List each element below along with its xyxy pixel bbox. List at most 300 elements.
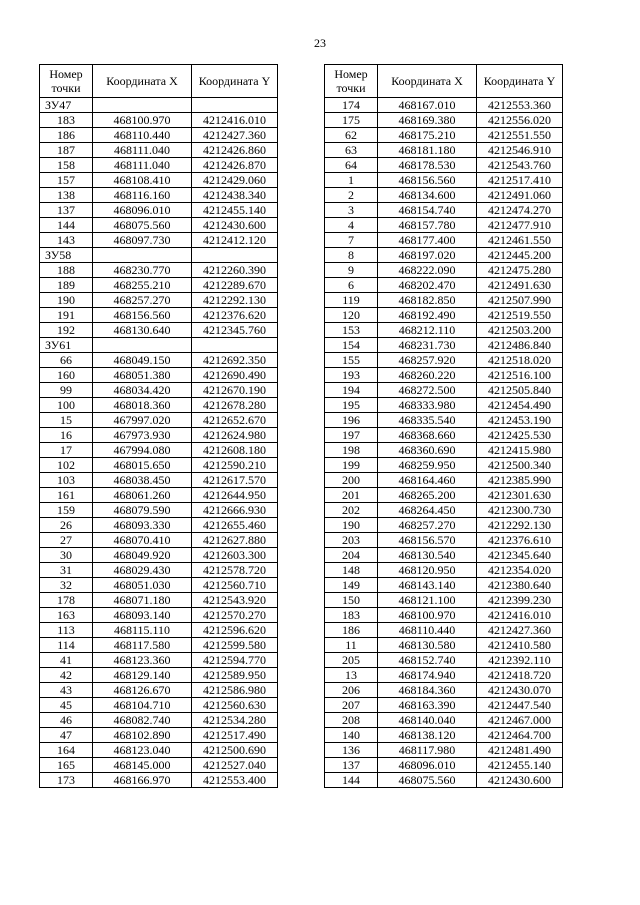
empty-cell [192,248,278,263]
coordinate-x-cell: 468272.500 [378,383,477,398]
coordinate-y-cell: 4212624.980 [192,428,278,443]
point-number-cell: 120 [325,308,378,323]
coordinate-y-cell: 4212518.020 [477,353,563,368]
coordinate-y-cell: 4212475.280 [477,263,563,278]
table-row [40,698,278,713]
coordinate-x-cell: 468202.470 [378,278,477,293]
point-number-cell: 137 [325,758,378,773]
point-number-cell: 159 [40,503,93,518]
coordinate-x-cell: 467997.020 [93,413,192,428]
coordinate-x-cell: 468070.410 [93,533,192,548]
point-number-cell: 150 [325,593,378,608]
coordinate-x-cell: 468181.180 [378,143,477,158]
coordinate-x-cell: 468082.740 [93,713,192,728]
point-number-cell: 140 [325,728,378,743]
point-number-cell: 138 [40,188,93,203]
point-number-cell: 42 [40,668,93,683]
coordinate-y-cell: 4212474.270 [477,203,563,218]
point-number-cell: 155 [325,353,378,368]
coordinate-x-cell: 468049.150 [93,353,192,368]
coordinate-y-cell: 4212543.760 [477,158,563,173]
table-row [325,443,563,458]
coordinate-y-cell: 4212412.120 [192,233,278,248]
table-row [40,113,278,128]
coordinate-y-cell: 4212578.720 [192,563,278,578]
table-row [325,578,563,593]
table-body-right [325,98,563,788]
coordinate-x-cell: 468115.110 [93,623,192,638]
coordinate-x-cell: 468134.600 [378,188,477,203]
coordinate-y-cell: 4212666.930 [192,503,278,518]
coordinate-y-cell: 4212376.620 [192,308,278,323]
table-row [325,488,563,503]
table-row [325,128,563,143]
coordinate-y-cell: 4212477.910 [477,218,563,233]
point-number-cell: 32 [40,578,93,593]
coordinate-x-cell: 468178.530 [378,158,477,173]
coordinate-y-cell: 4212517.410 [477,173,563,188]
coordinate-y-cell: 4212445.200 [477,248,563,263]
coordinate-x-cell: 468061.260 [93,488,192,503]
coordinate-y-cell: 4212553.360 [477,98,563,113]
coordinate-x-cell: 468182.850 [378,293,477,308]
coordinate-y-cell: 4212655.460 [192,518,278,533]
point-number-cell: 3 [325,203,378,218]
coordinate-x-cell: 468212.110 [378,323,477,338]
coordinate-y-cell: 4212519.550 [477,308,563,323]
table-row [40,308,278,323]
table-row [40,203,278,218]
table-row [325,593,563,608]
table-row [325,773,563,788]
point-number-cell: 144 [325,773,378,788]
coordinate-x-cell: 467973.930 [93,428,192,443]
point-number-cell: 199 [325,458,378,473]
table-row [325,743,563,758]
point-number-cell: 207 [325,698,378,713]
coordinate-x-cell: 468130.540 [378,548,477,563]
point-number-cell: 195 [325,398,378,413]
table-row [40,143,278,158]
coordinate-x-cell: 468174.940 [378,668,477,683]
table-header-row [40,65,278,98]
point-number-cell: 188 [40,263,93,278]
coordinate-y-cell: 4212345.760 [192,323,278,338]
empty-cell [192,338,278,353]
table-row [325,473,563,488]
coordinate-y-cell: 4212426.870 [192,158,278,173]
table-row [40,713,278,728]
coordinate-x-cell: 468360.690 [378,443,477,458]
point-number-cell: 99 [40,383,93,398]
point-number-cell: 192 [40,323,93,338]
coordinate-y-cell: 4212430.070 [477,683,563,698]
coordinate-y-cell: 4212416.010 [477,608,563,623]
coordinate-y-cell: 4212392.110 [477,653,563,668]
table-row [40,728,278,743]
header-coordinate-x: Координата X [93,65,192,98]
coordinate-y-cell: 4212453.190 [477,413,563,428]
point-number-cell: 174 [325,98,378,113]
coordinate-x-cell: 468121.100 [378,593,477,608]
table-row [325,713,563,728]
coordinate-x-cell: 468157.780 [378,218,477,233]
coordinate-y-cell: 4212690.490 [192,368,278,383]
table-row [40,368,278,383]
coordinate-x-cell: 468231.730 [378,338,477,353]
coordinate-x-cell: 468102.890 [93,728,192,743]
table-row [40,233,278,248]
coordinate-y-cell: 4212454.490 [477,398,563,413]
point-number-cell: 161 [40,488,93,503]
point-number-cell: 66 [40,353,93,368]
coordinate-y-cell: 4212425.530 [477,428,563,443]
coordinate-x-cell: 468167.010 [378,98,477,113]
header-coordinate-y: Координата Y [192,65,278,98]
table-row [40,533,278,548]
table-row [40,518,278,533]
coordinate-x-cell: 468152.740 [378,653,477,668]
table-row [325,158,563,173]
coordinate-x-cell: 468051.380 [93,368,192,383]
table-row [40,278,278,293]
coordinate-y-cell: 4212534.280 [192,713,278,728]
coordinate-y-cell: 4212516.100 [477,368,563,383]
table-row [325,563,563,578]
point-number-cell: 205 [325,653,378,668]
point-number-cell: 175 [325,113,378,128]
coordinate-x-cell: 468110.440 [93,128,192,143]
point-number-cell: 31 [40,563,93,578]
coordinate-y-cell: 4212354.020 [477,563,563,578]
coordinate-y-cell: 4212467.000 [477,713,563,728]
coordinate-y-cell: 4212427.360 [477,623,563,638]
coordinate-y-cell: 4212292.130 [192,293,278,308]
table-row [325,758,563,773]
coordinate-y-cell: 4212594.770 [192,653,278,668]
coordinate-y-cell: 4212560.630 [192,698,278,713]
point-number-cell: 17 [40,443,93,458]
land-plot-label: ЗУ47 [40,98,93,113]
header-point-number: Номер точки [40,65,93,98]
table-row [325,98,563,113]
table-row [40,623,278,638]
table-row [325,668,563,683]
point-number-cell: 173 [40,773,93,788]
point-number-cell: 158 [40,158,93,173]
coordinate-x-cell: 468175.210 [378,128,477,143]
coordinate-x-cell: 468029.430 [93,563,192,578]
coordinate-x-cell: 468140.040 [378,713,477,728]
coordinate-x-cell: 468071.180 [93,593,192,608]
coordinate-y-cell: 4212670.190 [192,383,278,398]
empty-cell [93,98,192,113]
point-number-cell: 1 [325,173,378,188]
table-row [325,398,563,413]
coordinate-y-cell: 4212503.200 [477,323,563,338]
coordinate-x-cell: 468018.360 [93,398,192,413]
coordinate-x-cell: 468111.040 [93,143,192,158]
coordinate-x-cell: 468100.970 [378,608,477,623]
coordinate-x-cell: 468143.140 [378,578,477,593]
point-number-cell: 64 [325,158,378,173]
table-row [325,263,563,278]
coordinate-y-cell: 4212292.130 [477,518,563,533]
coordinate-x-cell: 468051.030 [93,578,192,593]
point-number-cell: 136 [325,743,378,758]
coordinate-x-cell: 468130.580 [378,638,477,653]
coordinate-y-cell: 4212546.910 [477,143,563,158]
point-number-cell: 13 [325,668,378,683]
coordinate-x-cell: 468192.490 [378,308,477,323]
coordinate-y-cell: 4212590.210 [192,458,278,473]
coordinate-y-cell: 4212491.630 [477,278,563,293]
table-row [40,548,278,563]
point-number-cell: 7 [325,233,378,248]
table-row [325,113,563,128]
coordinate-x-cell: 468222.090 [378,263,477,278]
coordinate-y-cell: 4212527.040 [192,758,278,773]
table-row [40,608,278,623]
coordinate-y-cell: 4212692.350 [192,353,278,368]
point-number-cell: 8 [325,248,378,263]
coordinate-x-cell: 468116.160 [93,188,192,203]
coordinate-x-cell: 468111.040 [93,158,192,173]
table-row [325,428,563,443]
coordinate-x-cell: 468164.460 [378,473,477,488]
table-row [40,503,278,518]
table-row [325,173,563,188]
table-row [325,683,563,698]
coordinate-x-cell: 468123.360 [93,653,192,668]
coordinate-y-cell: 4212617.570 [192,473,278,488]
table-row [40,383,278,398]
coordinate-x-cell: 468257.270 [378,518,477,533]
coordinate-y-cell: 4212260.390 [192,263,278,278]
coordinate-x-cell: 468108.410 [93,173,192,188]
point-number-cell: 4 [325,218,378,233]
point-number-cell: 186 [40,128,93,143]
coordinate-x-cell: 468368.660 [378,428,477,443]
point-number-cell: 203 [325,533,378,548]
coordinate-y-cell: 4212556.020 [477,113,563,128]
coordinate-x-cell: 468110.440 [378,623,477,638]
coordinate-y-cell: 4212500.340 [477,458,563,473]
table-row [40,683,278,698]
coordinate-x-cell: 468117.580 [93,638,192,653]
point-number-cell: 47 [40,728,93,743]
table-row [325,293,563,308]
point-number-cell: 148 [325,563,378,578]
point-number-cell: 30 [40,548,93,563]
coordinate-x-cell: 468197.020 [378,248,477,263]
coordinate-x-cell: 468177.400 [378,233,477,248]
table-row [325,143,563,158]
header-point-number: Номер точки [325,65,378,98]
point-number-cell: 194 [325,383,378,398]
group-row [40,248,278,263]
coordinate-x-cell: 468257.920 [378,353,477,368]
point-number-cell: 187 [40,143,93,158]
coordinate-x-cell: 468038.450 [93,473,192,488]
point-number-cell: 196 [325,413,378,428]
point-number-cell: 206 [325,683,378,698]
coordinate-x-cell: 468096.010 [378,758,477,773]
coordinate-x-cell: 468117.980 [378,743,477,758]
table-row [40,443,278,458]
table-row [40,128,278,143]
coordinate-y-cell: 4212426.860 [192,143,278,158]
coordinate-x-cell: 468015.650 [93,458,192,473]
empty-cell [192,98,278,113]
point-number-cell: 154 [325,338,378,353]
coordinate-x-cell: 468075.560 [378,773,477,788]
coordinate-x-cell: 468156.560 [378,173,477,188]
point-number-cell: 63 [325,143,378,158]
coordinate-y-cell: 4212608.180 [192,443,278,458]
point-number-cell: 165 [40,758,93,773]
coordinate-y-cell: 4212345.640 [477,548,563,563]
point-number-cell: 208 [325,713,378,728]
point-number-cell: 190 [40,293,93,308]
table-row [325,248,563,263]
table-row [40,293,278,308]
table-row [325,323,563,338]
table-row [40,563,278,578]
coordinate-y-cell: 4212430.600 [477,773,563,788]
table-row [40,653,278,668]
coordinate-x-cell: 468257.270 [93,293,192,308]
coordinate-x-cell: 468129.140 [93,668,192,683]
coordinate-y-cell: 4212481.490 [477,743,563,758]
point-number-cell: 197 [325,428,378,443]
table-row [40,173,278,188]
coordinate-x-cell: 468120.950 [378,563,477,578]
coordinate-y-cell: 4212505.840 [477,383,563,398]
coordinate-x-cell: 468093.140 [93,608,192,623]
table-row [40,638,278,653]
point-number-cell: 183 [40,113,93,128]
table-row [40,593,278,608]
point-number-cell: 183 [325,608,378,623]
land-plot-label: ЗУ58 [40,248,93,263]
coordinate-x-cell: 468034.420 [93,383,192,398]
table-row [325,503,563,518]
coordinate-x-cell: 468104.710 [93,698,192,713]
page-number: 23 [314,36,326,50]
table-row [325,533,563,548]
coordinate-x-cell: 468049.920 [93,548,192,563]
point-number-cell: 143 [40,233,93,248]
table-row [40,488,278,503]
coordinate-x-cell: 468166.970 [93,773,192,788]
coordinate-x-cell: 468100.970 [93,113,192,128]
table-row [40,668,278,683]
point-number-cell: 26 [40,518,93,533]
table-row [40,398,278,413]
coordinate-x-cell: 468093.330 [93,518,192,533]
coordinate-x-cell: 468260.220 [378,368,477,383]
table-row [325,698,563,713]
point-number-cell: 191 [40,308,93,323]
point-number-cell: 41 [40,653,93,668]
point-number-cell: 198 [325,443,378,458]
table-row [325,188,563,203]
table-row [325,623,563,638]
table-row [40,413,278,428]
point-number-cell: 189 [40,278,93,293]
table-header-row [325,65,563,98]
table-row [325,368,563,383]
table-row [325,383,563,398]
coordinate-y-cell: 4212500.690 [192,743,278,758]
point-number-cell: 27 [40,533,93,548]
coordinate-y-cell: 4212300.730 [477,503,563,518]
point-number-cell: 45 [40,698,93,713]
point-number-cell: 46 [40,713,93,728]
point-number-cell: 160 [40,368,93,383]
coordinate-y-cell: 4212430.600 [192,218,278,233]
coordinate-y-cell: 4212543.920 [192,593,278,608]
table-row [325,728,563,743]
table-row [325,653,563,668]
coordinate-y-cell: 4212678.280 [192,398,278,413]
point-number-cell: 204 [325,548,378,563]
coordinate-y-cell: 4212507.990 [477,293,563,308]
table-row [40,323,278,338]
table-row [325,518,563,533]
coordinate-x-cell: 468163.390 [378,698,477,713]
point-number-cell: 163 [40,608,93,623]
coordinate-y-cell: 4212486.840 [477,338,563,353]
table-body-left [40,98,278,788]
table-row [325,608,563,623]
coordinate-y-cell: 4212599.580 [192,638,278,653]
header-coordinate-x: Координата X [378,65,477,98]
coordinate-x-cell: 468130.640 [93,323,192,338]
coordinate-y-cell: 4212551.550 [477,128,563,143]
coordinate-y-cell: 4212385.990 [477,473,563,488]
coordinate-y-cell: 4212455.140 [192,203,278,218]
coordinate-y-cell: 4212644.950 [192,488,278,503]
group-row [40,98,278,113]
coordinate-y-cell: 4212418.720 [477,668,563,683]
table-row [40,773,278,788]
table-row [40,743,278,758]
table-row [325,413,563,428]
coordinate-x-cell: 468079.590 [93,503,192,518]
coordinate-x-cell: 468126.670 [93,683,192,698]
table-row [325,308,563,323]
point-number-cell: 16 [40,428,93,443]
coordinate-y-cell: 4212570.270 [192,608,278,623]
coordinate-y-cell: 4212652.670 [192,413,278,428]
coordinate-y-cell: 4212560.710 [192,578,278,593]
coordinate-y-cell: 4212589.950 [192,668,278,683]
table-row [40,353,278,368]
coordinate-x-cell: 468255.210 [93,278,192,293]
coordinate-y-cell: 4212399.230 [477,593,563,608]
coordinate-x-cell: 468259.950 [378,458,477,473]
table-row [325,218,563,233]
land-plot-label: ЗУ61 [40,338,93,353]
table-row [325,353,563,368]
coordinate-y-cell: 4212376.610 [477,533,563,548]
coordinate-x-cell: 468169.380 [378,113,477,128]
coordinate-y-cell: 4212464.700 [477,728,563,743]
point-number-cell: 178 [40,593,93,608]
coordinate-y-cell: 4212427.360 [192,128,278,143]
